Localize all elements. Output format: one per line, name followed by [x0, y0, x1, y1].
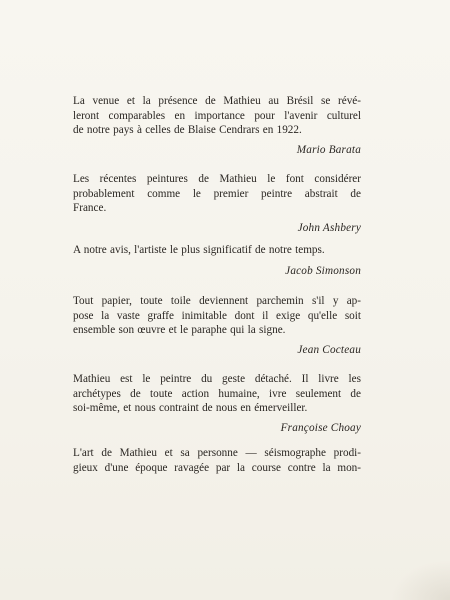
quote-author: Jacob Simonson — [285, 264, 361, 277]
quote-block-barata — [73, 94, 361, 156]
quote-line: leront comparables en importance pour l'avenir culturel — [73, 109, 361, 122]
quote-line: de notre pays à celles de Blaise Cendrars en 1922. — [73, 124, 302, 137]
quote-block-simonson — [73, 243, 361, 277]
quote-line: A notre avis, l'artiste le plus significatif de notre temps. — [73, 244, 325, 256]
quote-line: soi-même, et nous contraint de nous en émerveiller. — [73, 402, 308, 415]
quote-block-choay — [73, 372, 361, 434]
quote-line: Mathieu est le peintre du geste détaché. Il livre les — [73, 373, 361, 385]
paper-shadow — [390, 560, 450, 600]
quote-line: Tout papier, toute toile deviennent parchemin s'il y ap- — [73, 295, 361, 307]
quote-author: Jean Cocteau — [297, 343, 361, 356]
quote-text — [73, 243, 361, 258]
quote-block-ashbery — [73, 172, 361, 234]
quote-line: ensemble son œuvre et le paraphe qui la signe. — [73, 324, 286, 337]
quote-text — [73, 94, 361, 138]
quote-line: pose la vaste graffe inimitable dont il exige qu'elle soit — [73, 309, 361, 322]
quote-author: John Ashbery — [297, 221, 361, 234]
quote-block-continued — [73, 446, 361, 475]
quote-block-cocteau — [73, 294, 361, 356]
quote-text — [73, 294, 361, 338]
quote-line: archétypes de toute action humaine, ivre seulement de — [73, 387, 361, 400]
quote-author: Françoise Choay — [280, 421, 361, 434]
quote-line: Les récentes peintures de Mathieu le font considérer — [73, 173, 361, 185]
quote-line: France. — [73, 202, 107, 215]
quote-line: La venue et la présence de Mathieu au Brésil se révé- — [73, 95, 361, 107]
quote-line: probablement comme le premier peintre abstrait de — [73, 187, 361, 200]
quote-text — [73, 172, 361, 216]
quote-text — [73, 446, 361, 475]
quote-text — [73, 372, 361, 416]
quote-author: Mario Barata — [296, 143, 361, 156]
quote-line: L'art de Mathieu et sa personne — séismographe prodi- — [73, 447, 361, 459]
quote-line: gieux d'une époque ravagée par la course contre la mon- — [73, 461, 361, 474]
